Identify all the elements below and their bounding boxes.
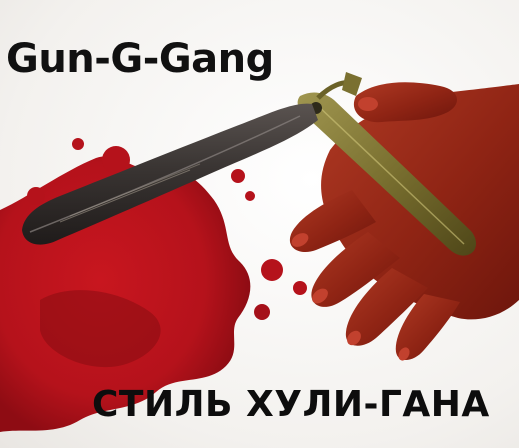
album-subtitle: СТИЛЬ ХУЛИ-ГАНА bbox=[92, 384, 490, 425]
album-title: Gun-G-Gang bbox=[6, 36, 274, 82]
